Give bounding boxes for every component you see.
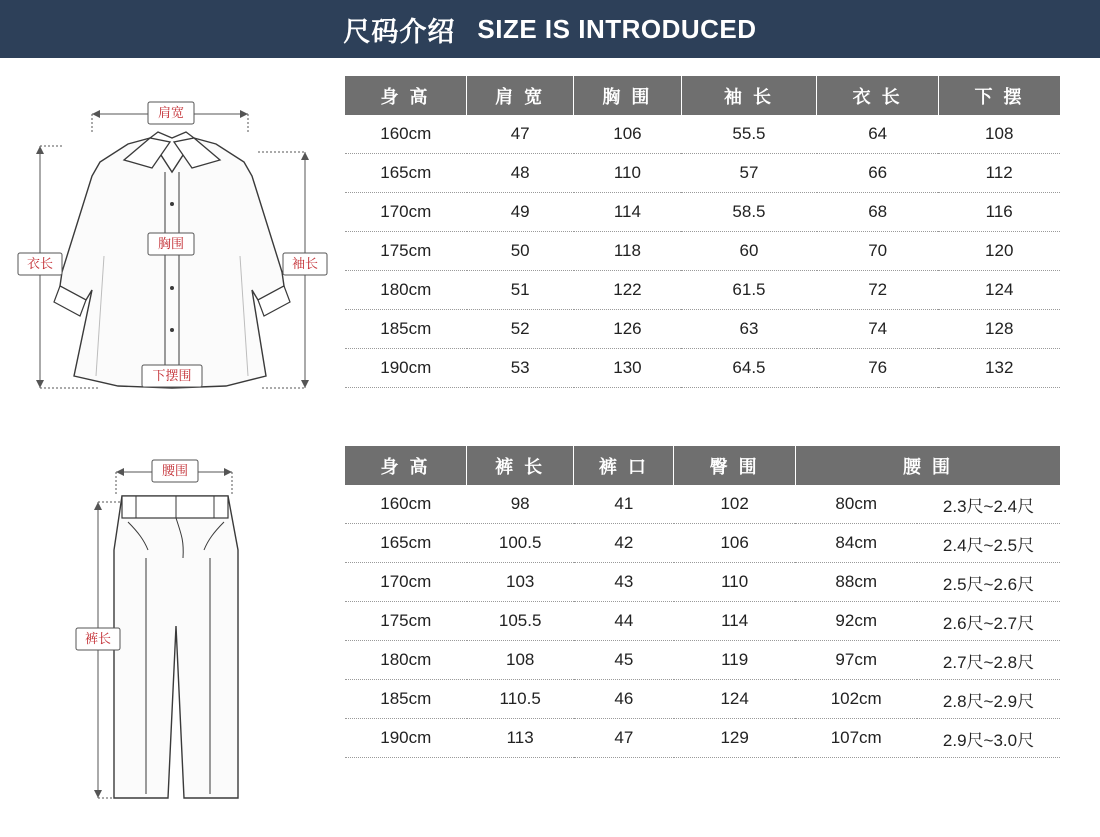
label-sleeve-length-text: 袖长 <box>291 256 319 271</box>
cell-leg-opening: 43 <box>574 563 674 602</box>
table-row <box>345 115 1060 154</box>
cell-waist-chi: 2.5尺~2.6尺 <box>917 563 1060 602</box>
cell-shoulder: 53 <box>467 349 574 388</box>
trousers-diagram-svg <box>0 446 345 806</box>
cell-chest: 122 <box>574 271 681 310</box>
cell-chest: 118 <box>574 232 681 271</box>
trousers-section <box>0 446 1100 806</box>
table-row <box>345 602 1060 641</box>
cell-leg-opening: 44 <box>574 602 674 641</box>
cell-hip: 129 <box>674 719 796 758</box>
cell-hem: 108 <box>938 115 1060 154</box>
cell-hip: 119 <box>674 641 796 680</box>
label-hem <box>142 365 202 387</box>
cell-sleeve: 61.5 <box>681 271 817 310</box>
cell-waist-chi: 2.8尺~2.9尺 <box>917 680 1060 719</box>
cell-hem: 132 <box>938 349 1060 388</box>
label-pant-length <box>76 628 120 650</box>
label-chest <box>148 233 194 255</box>
table-row <box>345 310 1060 349</box>
col-header-length: 衣 长 <box>817 76 939 115</box>
cell-length: 74 <box>817 310 939 349</box>
col-header-shoulder: 肩 宽 <box>467 76 574 115</box>
page-title-en: SIZE IS INTRODUCED <box>477 13 757 44</box>
cell-waist-cm: 88cm <box>795 563 917 602</box>
cell-hem: 116 <box>938 193 1060 232</box>
cell-pant-length: 100.5 <box>467 524 574 563</box>
cell-sleeve: 63 <box>681 310 817 349</box>
cell-sleeve: 64.5 <box>681 349 817 388</box>
col-header-leg-opening: 裤 口 <box>574 446 674 485</box>
table-header-row <box>345 76 1060 115</box>
cell-height: 190cm <box>345 349 467 388</box>
cell-chest: 114 <box>574 193 681 232</box>
cell-height: 165cm <box>345 154 467 193</box>
cell-leg-opening: 46 <box>574 680 674 719</box>
cell-length: 66 <box>817 154 939 193</box>
cell-hem: 112 <box>938 154 1060 193</box>
table-row <box>345 641 1060 680</box>
cell-shoulder: 47 <box>467 115 574 154</box>
cell-waist-chi: 2.7尺~2.8尺 <box>917 641 1060 680</box>
cell-length: 70 <box>817 232 939 271</box>
cell-chest: 130 <box>574 349 681 388</box>
cell-leg-opening: 47 <box>574 719 674 758</box>
cell-leg-opening: 42 <box>574 524 674 563</box>
table-header-row <box>345 446 1060 485</box>
cell-pant-length: 110.5 <box>467 680 574 719</box>
cell-waist-chi: 2.4尺~2.5尺 <box>917 524 1060 563</box>
cell-height: 180cm <box>345 271 467 310</box>
cell-pant-length: 108 <box>467 641 574 680</box>
trousers-figure <box>0 446 345 806</box>
cell-waist-cm: 97cm <box>795 641 917 680</box>
cell-hem: 128 <box>938 310 1060 349</box>
cell-leg-opening: 45 <box>574 641 674 680</box>
shirt-table-wrap <box>345 76 1100 416</box>
col-header-height: 身 高 <box>345 76 467 115</box>
cell-length: 68 <box>817 193 939 232</box>
cell-shoulder: 52 <box>467 310 574 349</box>
cell-length: 76 <box>817 349 939 388</box>
shirt-size-table <box>345 76 1060 388</box>
cell-leg-opening: 41 <box>574 485 674 524</box>
page-header <box>0 0 1100 58</box>
cell-waist-chi: 2.6尺~2.7尺 <box>917 602 1060 641</box>
cell-pant-length: 105.5 <box>467 602 574 641</box>
table-row <box>345 719 1060 758</box>
cell-pant-length: 103 <box>467 563 574 602</box>
cell-waist-chi: 2.9尺~3.0尺 <box>917 719 1060 758</box>
cell-height: 185cm <box>345 680 467 719</box>
label-shoulder-text: 肩宽 <box>157 105 185 120</box>
table-row <box>345 524 1060 563</box>
label-waist <box>152 460 198 482</box>
cell-height: 160cm <box>345 485 467 524</box>
label-garment-length <box>18 253 62 275</box>
cell-height: 160cm <box>345 115 467 154</box>
label-chest-text: 胸围 <box>157 236 185 251</box>
cell-hem: 124 <box>938 271 1060 310</box>
cell-waist-cm: 107cm <box>795 719 917 758</box>
cell-shoulder: 50 <box>467 232 574 271</box>
label-garment-length-text: 衣长 <box>26 256 54 271</box>
label-shoulder-width <box>148 102 194 124</box>
cell-height: 175cm <box>345 232 467 271</box>
cell-chest: 126 <box>574 310 681 349</box>
col-header-sleeve: 袖 长 <box>681 76 817 115</box>
label-hem-text: 下摆围 <box>152 368 192 383</box>
shirt-section <box>0 76 1100 416</box>
cell-hip: 114 <box>674 602 796 641</box>
col-header-hip: 臀 围 <box>674 446 796 485</box>
cell-height: 185cm <box>345 310 467 349</box>
cell-waist-cm: 80cm <box>795 485 917 524</box>
cell-hip: 124 <box>674 680 796 719</box>
cell-waist-chi: 2.3尺~2.4尺 <box>917 485 1060 524</box>
cell-shoulder: 51 <box>467 271 574 310</box>
cell-hip: 110 <box>674 563 796 602</box>
cell-height: 180cm <box>345 641 467 680</box>
col-header-pant-length: 裤 长 <box>467 446 574 485</box>
cell-height: 170cm <box>345 193 467 232</box>
col-header-hem: 下 摆 <box>938 76 1060 115</box>
shirt-figure <box>0 76 345 416</box>
cell-length: 64 <box>817 115 939 154</box>
label-pant-length-text: 裤长 <box>84 631 112 646</box>
cell-hem: 120 <box>938 232 1060 271</box>
cell-pant-length: 113 <box>467 719 574 758</box>
cell-pant-length: 98 <box>467 485 574 524</box>
cell-height: 170cm <box>345 563 467 602</box>
table-row <box>345 563 1060 602</box>
cell-waist-cm: 102cm <box>795 680 917 719</box>
table-row <box>345 154 1060 193</box>
label-waist-text: 腰围 <box>161 463 189 478</box>
cell-sleeve: 58.5 <box>681 193 817 232</box>
cell-waist-cm: 92cm <box>795 602 917 641</box>
col-header-chest: 胸 围 <box>574 76 681 115</box>
trousers-table-wrap <box>345 446 1100 806</box>
table-row <box>345 485 1060 524</box>
table-row <box>345 680 1060 719</box>
cell-waist-cm: 84cm <box>795 524 917 563</box>
cell-height: 175cm <box>345 602 467 641</box>
cell-shoulder: 48 <box>467 154 574 193</box>
shirt-diagram-svg <box>0 76 345 416</box>
col-header-height: 身 高 <box>345 446 467 485</box>
cell-sleeve: 60 <box>681 232 817 271</box>
page-title-cn: 尺码介绍 <box>343 16 456 47</box>
cell-height: 190cm <box>345 719 467 758</box>
cell-hip: 102 <box>674 485 796 524</box>
cell-chest: 110 <box>574 154 681 193</box>
table-row <box>345 271 1060 310</box>
cell-hip: 106 <box>674 524 796 563</box>
cell-sleeve: 57 <box>681 154 817 193</box>
col-header-waist: 腰 围 <box>795 446 1060 485</box>
label-sleeve-length <box>283 253 327 275</box>
cell-chest: 106 <box>574 115 681 154</box>
cell-shoulder: 49 <box>467 193 574 232</box>
cell-length: 72 <box>817 271 939 310</box>
cell-height: 165cm <box>345 524 467 563</box>
table-row <box>345 232 1060 271</box>
table-row <box>345 193 1060 232</box>
cell-sleeve: 55.5 <box>681 115 817 154</box>
table-row <box>345 349 1060 388</box>
trousers-size-table <box>345 446 1060 758</box>
